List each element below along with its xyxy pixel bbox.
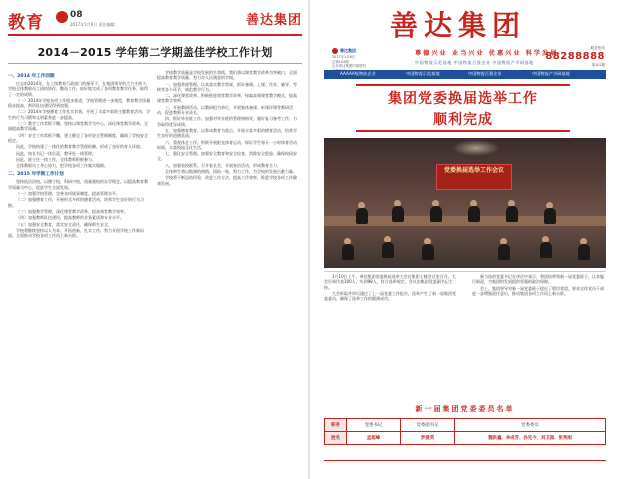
attendee-figure xyxy=(342,244,354,260)
paragraph: 六、重视体艺工作。积极开展阳光体育运动，保证学生每天一小时体育活动时间，丰富校园文化生活。 xyxy=(157,139,297,150)
paragraph: 大会听取并审议通过了上一届党委工作报告，选举产生了新一届集团党委委员，确保了选举工作的圆满成功。 xyxy=(324,290,456,302)
member-list-table xyxy=(324,418,606,445)
attendee-figure xyxy=(422,244,434,260)
table-cell: 党委委员 xyxy=(455,419,606,432)
paragraph: 新当选的党委书记在讲话中表示，将团结带领新一届党委班子，认真履行职责，为集团的发展提供坚强的政治保障。 xyxy=(472,274,604,285)
paragraph: 一、加强常规管理。认真落实教学常规，抓好备课、上课、作业、辅导、考核等各个环节，规范教学行为。 xyxy=(157,81,297,92)
attendee-figure xyxy=(544,208,556,224)
paragraph: 坚持依法治校，以德立校，科研兴校，质量强校的办学理念，以提高教育教学质量为中心，促进学生全面发展。 xyxy=(8,179,148,190)
paragraph: 因此，班主任一线工作，全体教师积极参与。 xyxy=(16,156,96,162)
attendee-figure xyxy=(468,206,480,222)
left-page-header xyxy=(8,8,302,34)
issue-info-line: 2017年1月6日 xyxy=(332,55,356,59)
attendee-figure xyxy=(498,244,510,260)
paragraph: （五）加强安全教育，落实安全责任，确保师生安全。 xyxy=(16,221,112,227)
issue-info-line: 山东善达集团内部资料 xyxy=(332,64,366,69)
paragraph: （四）加强教师队伍建设，提高教师的业务素质和专业水平。 xyxy=(16,215,124,221)
phone-label: 服务热线 xyxy=(590,46,605,50)
news-column-right xyxy=(472,274,606,398)
brand-logo: 善达集团 xyxy=(245,13,302,28)
headline-line-2: 顺利完成 xyxy=(433,112,493,128)
phone-number: 88288888 xyxy=(545,51,605,62)
headline-line-1: 集团党委换届选举工作 xyxy=(388,91,538,107)
attendee-figure xyxy=(540,242,552,258)
paragraph: 二、深化课堂改革。积极推进课堂教学改革，探索高效课堂教学模式，提高课堂教学效率。 xyxy=(157,93,297,104)
paragraph: 因此，校长书记一体负责，教导处一线管理。 xyxy=(16,150,96,156)
table-row xyxy=(325,419,606,432)
paragraph: （二）加强德育工作，开展形式多样的德育活动，培养学生良好的行为习惯。 xyxy=(8,197,144,208)
table-cell: 魏洪鑫、李成芳、孙克今、刘卫国、张秀刚 xyxy=(455,432,606,445)
paragraph: 学校将不断总结经验，改进工作方法，提高工作效率，推进学校各项工作健康发展。 xyxy=(157,175,297,186)
issue-info-line: 总第102期 xyxy=(332,59,349,64)
attendee-figure xyxy=(392,206,404,222)
table-cell: 罗爱英 xyxy=(401,432,455,445)
nav-item: 中国物流百强企业 xyxy=(468,71,502,76)
paragraph: （一）2014年学校各项工作稳步推进，学校管理进一步规范，教育教学质量稳步提高，师资队伍建设得到加强。 xyxy=(8,97,151,109)
paragraph: （三）加强教学管理，深化课堂教学改革，提高课堂教学效率。 xyxy=(16,208,128,214)
subhead: 二、2015 年学期工作计划 xyxy=(8,172,64,178)
attendee-figure xyxy=(578,244,590,260)
paragraph: 八、加强家校联系。召开家长会，开展家访活动，形成教育合力。 xyxy=(165,162,281,168)
article-column-1 xyxy=(8,70,151,470)
attendee-figure xyxy=(506,206,518,222)
footer-rule xyxy=(324,460,606,461)
date-line: 2017年1月6日 责任编辑： xyxy=(70,22,119,27)
paragraph: 全体师生将以饱满的热情，团结一致，努力工作，为学校的发展贡献力量。 xyxy=(165,169,297,175)
attendee-figure xyxy=(430,206,442,222)
photo-rule xyxy=(324,271,606,272)
paragraph: 全体教职员工齐心协力，把学校各项工作做实做细。 xyxy=(16,163,108,169)
issue-name: 善达集团 xyxy=(340,48,356,53)
page-number: 08 xyxy=(70,10,83,20)
paragraph: （一）加强学校管理，完善各项规章制度，提高管理水平。 xyxy=(16,191,120,197)
paragraph: 会上，集团领导对新一届党委班子提出了殷切希望，要求全体党员干部进一步增强责任意识，推动集团各项工作再上新台阶。 xyxy=(472,285,604,296)
nav-item: AAAAA级物流企业 xyxy=(340,71,376,76)
paragraph: 七、强化安全管理。加强安全教育和安全检查，消除安全隐患，确保校园安全。 xyxy=(157,151,297,162)
subhead: 一、2014 年工作回顾 xyxy=(8,74,55,79)
paragraph: （三）教学工作常抓不懈，坚持以课堂教学为中心，深化课堂教学改革，全面提高教学质量。 xyxy=(8,121,148,132)
paragraph: 四、抓好毕业班工作。加强对毕业班的管理和指导，做好复习备考工作，力争取得优异成绩。 xyxy=(157,116,297,127)
attendee-figure xyxy=(356,208,368,224)
phone-sub: 第102期 xyxy=(591,63,605,67)
title-rule xyxy=(8,63,302,64)
paragraph: 三、开展教研活动。以教研组为单位，开展集体备课、听课评课等教研活动，促进教师专业成长。 xyxy=(157,104,293,116)
right-page xyxy=(310,0,619,479)
paragraph: 1月10日上午，善达集团党委换届选举大会在集团七楼会议室召开。大会应到代表100人，实到98人，符合选举规定。会议由集团党委副书记主持。 xyxy=(324,274,456,290)
phone-block xyxy=(545,46,605,67)
masthead-brand: 善达集团 xyxy=(390,9,527,42)
section-title: 教育 xyxy=(8,13,44,33)
photo-banner xyxy=(436,164,512,190)
table-cell: 党委书记 xyxy=(347,419,401,432)
paragraph: （二）2014年学校德育工作扎实有效，开展了丰富多彩的主题教育活动，学生的行为习惯和文明素养进一步提高。 xyxy=(8,109,151,120)
masthead-subslogan: 中国物流示范基地 中国物流百强企业 中国物流产学研基地 xyxy=(415,60,534,65)
attendee-figure xyxy=(382,242,394,258)
paragraph: 因此，学校构建了一体化的教育教学管理机制，形成了良好的育人环境。 xyxy=(16,144,144,150)
masthead-slogan: 尊德兴业 业当兴业 优惠兴业 科学发展 xyxy=(415,50,559,57)
table-label: 姓名 xyxy=(325,432,347,445)
photo-light xyxy=(452,140,500,156)
left-page xyxy=(0,0,309,479)
paragraph: 过去的2014年，在上级教育行政部门的指导下，在集团领导的大力支持下，学校全体教职员工团结协作，勤奋工作，较好地完成了各项教育教学任务，取得了一定的成绩。 xyxy=(8,81,151,97)
nav-item: 中国物流示范基地 xyxy=(406,71,440,76)
issue-logo xyxy=(332,48,390,54)
article-title: 2014－2015 学年第二学期盖佳学校工作计划 xyxy=(37,46,273,59)
meeting-photo xyxy=(324,138,606,268)
paragraph: 学校教学质量是学校发展的生命线，我们将以课堂教学改革为突破口，全面提高教育教学质量，努力办人民满意的学校。 xyxy=(157,70,297,81)
member-list-title: 新一届集团党委委员名单 xyxy=(415,405,515,413)
nav-item: 中国物流产学研基地 xyxy=(532,71,570,76)
table-row xyxy=(325,432,606,445)
logo-dot-icon xyxy=(332,48,338,54)
table-cell: 孟超峰 xyxy=(347,432,401,445)
paragraph: 学校将继续坚持以人为本，开拓创新，扎实工作，努力开创学校工作新局面，全面推动学校各项工作再上新台阶。 xyxy=(8,227,144,239)
page-badge-icon xyxy=(56,11,68,23)
news-column-left xyxy=(324,274,458,398)
table-cell: 党委副书记 xyxy=(401,419,455,432)
header-rule xyxy=(8,34,302,36)
paragraph: 五、加强德育教育。以养成教育为重点，开展丰富多彩的德育活动，培养学生良好的道德品质。 xyxy=(157,127,297,139)
headline-box xyxy=(356,84,570,132)
table-label: 职务 xyxy=(325,419,347,432)
paragraph: （四）安全工作常抓不懈，建立健全了各项安全管理制度，确保了学校安全稳定。 xyxy=(8,132,148,143)
photo-banner-text: 党委换届选举工作会议 xyxy=(443,167,504,174)
masthead xyxy=(310,0,619,69)
article-column-2 xyxy=(157,70,300,470)
